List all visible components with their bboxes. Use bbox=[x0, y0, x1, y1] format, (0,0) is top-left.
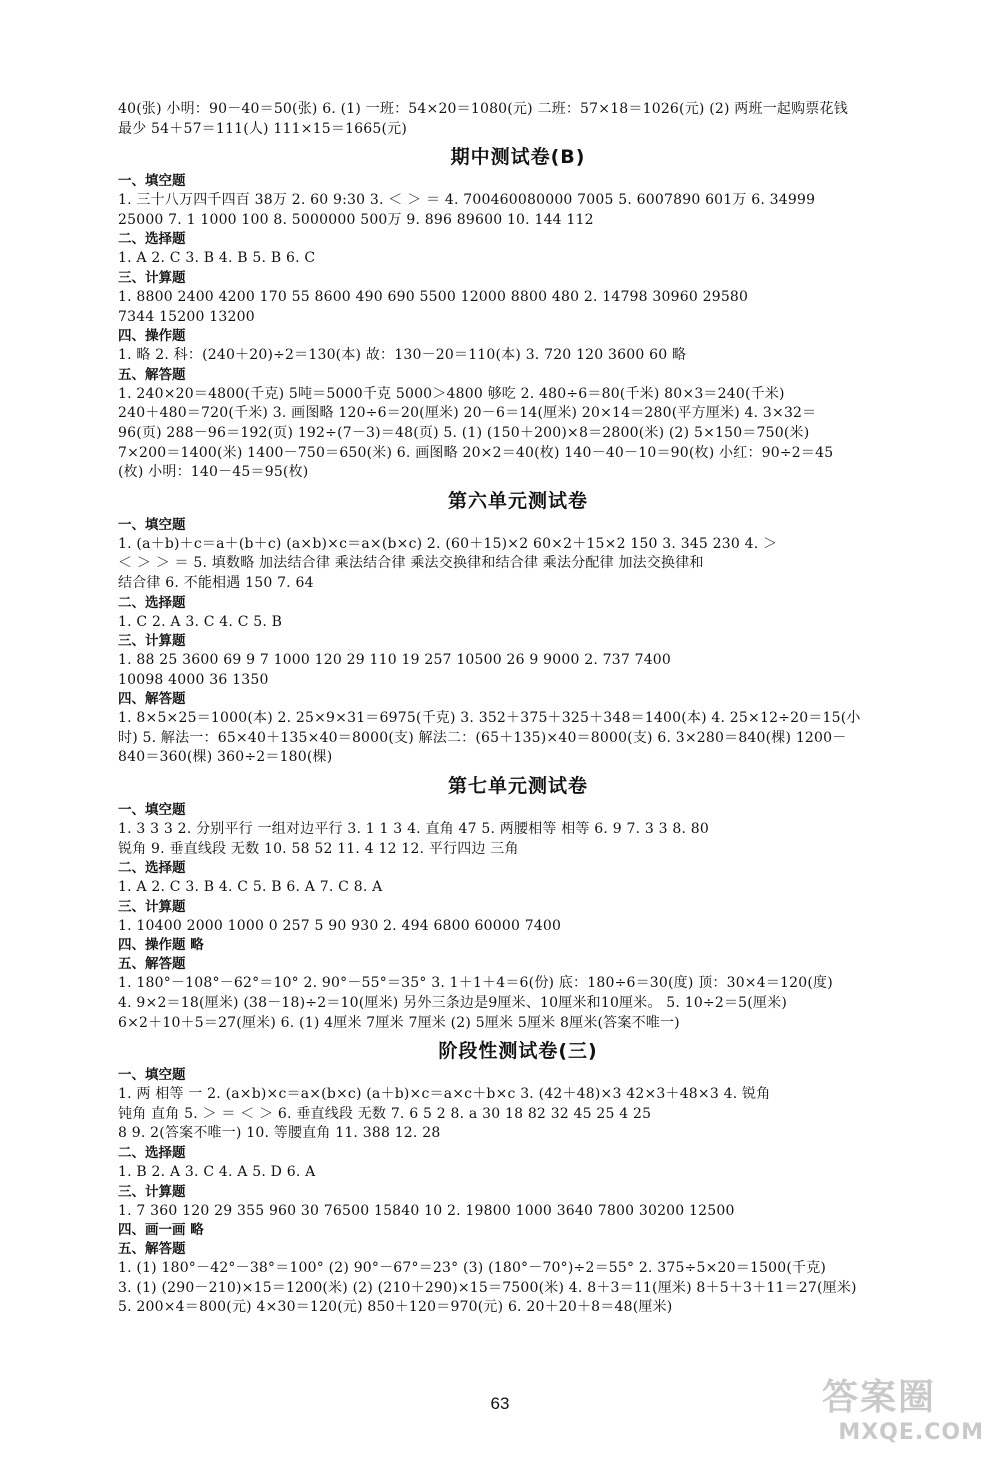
subsection-heading: 一、填空题 bbox=[118, 1067, 186, 1084]
text-line: 4. 9×2＝18(厘米) (38－18)÷2＝10(厘米) 另外三条边是9厘米、10厘米和10厘米。 5. 10÷2＝5(厘米) bbox=[118, 995, 787, 1012]
text-line: 1. 7 360 120 29 355 960 30 76500 15840 10 2. 19800 1000 3640 7800 30200 12500 bbox=[118, 1202, 735, 1219]
text-line: 锐角 9. 垂直线段 无数 10. 58 52 11. 4 12 12. 平行四边 三角 bbox=[118, 840, 519, 857]
text-line: 8 9. 2(答案不唯一) 10. 等腰直角 11. 388 12. 28 bbox=[118, 1125, 441, 1142]
subsection-heading: 四、解答题 bbox=[118, 691, 186, 708]
text-line: 5. 200×4＝800(元) 4×30＝120(元) 850＋120＝970(元) 6. 20＋20＋8＝48(厘米) bbox=[118, 1299, 673, 1316]
subsection-heading: 四、画一画 略 bbox=[118, 1222, 204, 1239]
text-line: 7×200＝1400(米) 1400－750＝650(米) 6. 画图略 20×2＝40(枚) 140－40－10＝90(枚) 小红：90÷2＝45 bbox=[118, 444, 834, 461]
text-line: 结合律 6. 不能相遇 150 7. 64 bbox=[118, 574, 314, 591]
section-title-unit-six: 第六单元测试卷 bbox=[447, 489, 588, 512]
text-line: 1. 10400 2000 1000 0 257 5 90 930 2. 494 6800 60000 7400 bbox=[118, 917, 562, 934]
watermark-logo bbox=[822, 1376, 992, 1460]
subsection-heading: 三、计算题 bbox=[118, 1183, 186, 1200]
subsection-heading: 五、解答题 bbox=[118, 956, 186, 973]
subsection-heading: 三、计算题 bbox=[118, 633, 186, 650]
subsection-heading: 二、选择题 bbox=[118, 860, 186, 877]
text-line: 1. 两 相等 一 2. (a×b)×c＝a×(b×c) (a＋b)×c＝a×c＋b×c 3. (42＋48)×3 42×3＋48×3 4. 锐角 bbox=[118, 1086, 771, 1103]
text-line: ＜ ＞ ＞ ＝ 5. 填数略 加法结合律 乘法结合律 乘法交换律和结合律 乘法分配律 加法交换律和 bbox=[118, 555, 704, 572]
text-line: 1. B 2. A 3. C 4. A 5. D 6. A bbox=[118, 1164, 316, 1180]
text-line: 3. (1) (290－210)×15＝1200(米) (2) (210＋290)×15＝7500(米) 4. 8＋3＝11(厘米) 8＋5＋3＋11＝27(厘米) bbox=[118, 1279, 857, 1296]
text-line: 1. (a＋b)＋c＝a＋(b＋c) (a×b)×c＝a×(b×c) 2. (60＋15)×2 60×2＋15×2 150 3. 345 230 4. ＞ bbox=[118, 535, 778, 552]
text-line: 1. C 2. A 3. C 4. C 5. B bbox=[118, 613, 283, 630]
watermark-main-text: 答案圈 bbox=[822, 1377, 937, 1418]
text-line: 840＝360(棵) 360÷2＝180(棵) bbox=[118, 749, 333, 766]
subsection-heading: 二、选择题 bbox=[118, 231, 186, 248]
subsection-heading: 四、操作题 略 bbox=[118, 937, 204, 954]
page-number: 63 bbox=[490, 1394, 510, 1413]
text-line: 1. (1) 180°－42°－38°＝100° (2) 90°－67°＝23° (3) (180°－70°)÷2＝55° 2. 375÷5×20＝1500(千克) bbox=[118, 1260, 827, 1277]
section-title-midterm-b: 期中测试卷(B) bbox=[450, 146, 586, 169]
subsection-heading: 二、选择题 bbox=[118, 1145, 186, 1161]
text-line: 钝角 直角 5. ＞ ＝ ＜ ＞ 6. 垂直线段 无数 7. 6 5 2 8. a 30 18 82 32 45 25 4 25 bbox=[118, 1105, 652, 1122]
text-line: 1. A 2. C 3. B 4. B 5. B 6. C bbox=[118, 250, 316, 267]
text-line: 1. 三十八万四千四百 38万 2. 60 9:30 3. ＜ ＞ ＝ 4. 700460080000 7005 5. 6007890 601万 6. 34999 bbox=[118, 192, 816, 209]
text-line: (枚) 小明：140－45＝95(枚) bbox=[118, 464, 309, 481]
text-line: 时) 5. 解法一：65×40＋135×40＝8000(支) 解法二：(65＋135)×40＝8000(支) 6. 3×280＝840(棵) 1200－ bbox=[118, 729, 847, 746]
subsection-heading: 三、计算题 bbox=[118, 898, 186, 915]
section-title-unit-seven: 第七单元测试卷 bbox=[447, 775, 588, 798]
subsection-heading: 四、操作题 bbox=[118, 328, 186, 345]
subsection-heading: 三、计算题 bbox=[118, 269, 186, 286]
text-line: 25000 7. 1 1000 100 8. 5000000 500万 9. 896 89600 10. 144 112 bbox=[118, 211, 594, 228]
text-line: 1. 略 2. 科：(240＋20)÷2＝130(本) 故：130－20＝110(本) 3. 720 120 3600 60 略 bbox=[118, 347, 687, 364]
text-line: 1. 3 3 3 2. 分别平行 一组对边平行 3. 1 1 3 4. 直角 47 5. 两腰相等 相等 6. 9 7. 3 3 8. 80 bbox=[118, 821, 710, 838]
subsection-heading: 一、填空题 bbox=[118, 173, 186, 190]
text-line: 1. A 2. C 3. B 4. C 5. B 6. A 7. C 8. A bbox=[118, 879, 383, 896]
text-line: 1. 180°－108°－62°＝10° 2. 90°－55°＝35° 3. 1＋1＋4＝6(份) 底：180÷6＝30(度) 顶：30×4＝120(度) bbox=[118, 975, 833, 992]
text-line: 1. 8×5×25＝1000(本) 2. 25×9×31＝6975(千克) 3. 352＋375＋325＋348＝1400(本) 4. 25×12÷20＝15(小 bbox=[118, 710, 861, 727]
text-line: 1. 8800 2400 4200 170 55 8600 490 690 5500 12000 8800 480 2. 14798 30960 29580 bbox=[118, 288, 749, 305]
answer-page bbox=[118, 100, 918, 1318]
subsection-heading: 一、填空题 bbox=[118, 516, 186, 533]
text-line: 6×2＋10＋5＝27(厘米) 6. (1) 4厘米 7厘米 7厘米 (2) 5厘米 5厘米 8厘米(答案不唯一) bbox=[118, 1014, 680, 1031]
watermark-sub-text: MXQE.COM bbox=[838, 1420, 984, 1445]
text-line: 1. 240×20＝4800(千克) 5吨＝5000千克 5000＞4800 够吃 2. 480÷6＝80(千米) 80×3＝240(千米) bbox=[118, 385, 785, 402]
subsection-heading: 五、解答题 bbox=[118, 1241, 186, 1258]
subsection-heading: 二、选择题 bbox=[118, 594, 186, 611]
text-line: 240＋480＝720(千米) 3. 画图略 120÷6＝20(厘米) 20－6＝14(厘米) 20×14＝280(平方厘米) 4. 3×32＝ bbox=[118, 405, 817, 422]
text-line: 7344 15200 13200 bbox=[118, 308, 255, 325]
text-line: 最少 54＋57＝111(人) 111×15＝1665(元) bbox=[118, 120, 407, 137]
text-line: 40(张) 小明：90－40＝50(张) 6. (1) 一班：54×20＝1080(元) 二班：57×18＝1026(元) (2) 两班一起购票花钱 bbox=[118, 101, 848, 117]
subsection-heading: 五、解答题 bbox=[118, 366, 186, 383]
text-line: 1. 88 25 3600 69 9 7 1000 120 29 110 19 257 10500 26 9 9000 2. 737 7400 bbox=[118, 652, 672, 669]
text-line: 96(页) 288－96＝192(页) 192÷(7－3)＝48(页) 5. (1) (150＋200)×8＝2800(米) (2) 5×150＝750(米) bbox=[118, 424, 810, 441]
text-line: 10098 4000 36 1350 bbox=[118, 671, 269, 688]
section-title-stage-three: 阶段性测试卷(三) bbox=[438, 1040, 598, 1063]
subsection-heading: 一、填空题 bbox=[118, 802, 186, 819]
